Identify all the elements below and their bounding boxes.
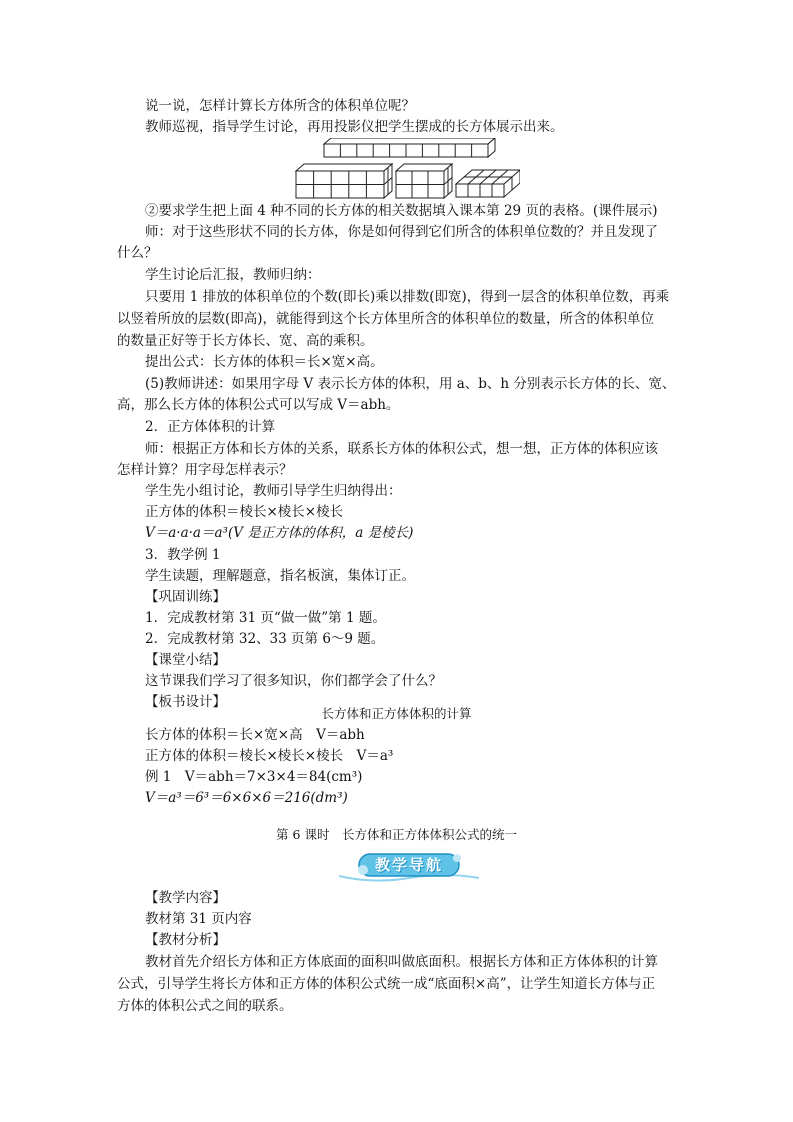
teaching-guide-banner — [333, 850, 485, 884]
text-line: 学生先小组讨论，教师引导学生归纳得出： — [145, 483, 402, 499]
banner-text: 教学导航 — [374, 856, 443, 874]
formula-line: 例 1 V＝abh＝7×3×4＝84(cm³) — [145, 769, 363, 785]
text-line: 教师巡视，指导学生讨论，再用投影仪把学生摆成的长方体展示出来。 — [145, 119, 564, 135]
text-line: 学生讨论后汇报，教师归纳： — [145, 267, 321, 283]
section-heading: 3．教学例 1 — [145, 547, 221, 563]
formula-line: V＝a³＝6³＝6×6×6＝216(dm³) — [145, 790, 348, 806]
text-line: 2．完成教材第 32、33 页第 6～9 题。 — [145, 631, 385, 647]
section-label: 【课堂小结】 — [145, 652, 226, 668]
cuboid-4-slab — [456, 170, 520, 197]
text-line: 学生读题，理解题意，指名板演，集体订正。 — [145, 568, 415, 584]
text-line: (5)教师讲述：如果用字母 V 表示长方体的体积，用 a、b、h 分别表示长方体的长、宽、 — [145, 376, 676, 392]
section-label: 【板书设计】 — [145, 694, 226, 710]
section-heading: 2．正方体体积的计算 — [145, 419, 276, 435]
formula-line: 长方体的体积＝长×宽×高 V＝abh — [145, 727, 365, 743]
text-line: 什么？ — [117, 245, 158, 261]
text-line: 1．完成教材第 31 页“做一做”第 1 题。 — [145, 610, 386, 626]
text-line: 说一说，怎样计算长方体所含的体积单位呢？ — [145, 98, 415, 114]
text-line: 公式，引导学生将长方体和正方体的体积公式统一成“底面积×高”，让学生知道长方体与正 — [117, 976, 656, 992]
text-line: 师：对于这些形状不同的长方体，你是如何得到它们所含的体积单位数的？并且发现了 — [145, 224, 658, 240]
cuboid-2-block — [296, 164, 392, 198]
text-line: 怎样计算？用字母怎样表示？ — [117, 462, 293, 478]
lesson-title: 第 6 课时 长方体和正方体体积公式的统一 — [276, 827, 517, 842]
text-line: 方体的体积公式之间的联系。 — [117, 998, 293, 1014]
section-label: 【教材分析】 — [145, 932, 226, 948]
section-label: 【巩固训练】 — [145, 589, 226, 605]
text-line: 教材第 31 页内容 — [145, 911, 252, 927]
formula-line: 正方体的体积＝棱长×棱长×棱长 — [145, 504, 344, 520]
cuboid-3-block — [396, 164, 452, 198]
text-line: 提出公式：长方体的体积＝长×宽×高。 — [145, 354, 384, 370]
unit-cube-cuboids-figure — [290, 138, 520, 200]
text-line: 的数量正好等于长方体长、宽、高的乘积。 — [117, 333, 374, 349]
cuboid-1-row — [324, 138, 495, 157]
text-line: 只要用 1 排放的体积单位的个数(即长)乘以排数(即宽)，得到一层含的体积单位数，再乘 — [145, 289, 670, 305]
text-line: 师：根据正方体和长方体的关系，联系长方体的体积公式，想一想，正方体的体积应该 — [145, 441, 658, 457]
text-line: 教材首先介绍长方体和正方体底面的面积叫做底面积。根据长方体和正方体体积的计算 — [145, 954, 658, 970]
text-line: 以竖着所放的层数(即高)，就能得到这个长方体里所含的体积单位的数量，所含的体积单位 — [117, 311, 655, 327]
section-label: 【教学内容】 — [145, 890, 226, 906]
formula-line: 正方体的体积＝棱长×棱长×棱长 V＝a³ — [145, 748, 394, 764]
text-line: 这节课我们学习了很多知识，你们都学会了什么？ — [145, 673, 442, 689]
formula-line: V＝a·a·a＝a³(V 是正方体的体积，a 是棱长) — [145, 525, 414, 541]
text-line: 高，那么长方体的体积公式可以写成 V＝abh。 — [117, 397, 400, 413]
text-line: ②要求学生把上面 4 种不同的长方体的相关数据填入课本第 29 页的表格。(课件展示) — [145, 203, 658, 219]
board-title: 长方体和正方体体积的计算 — [321, 706, 472, 721]
